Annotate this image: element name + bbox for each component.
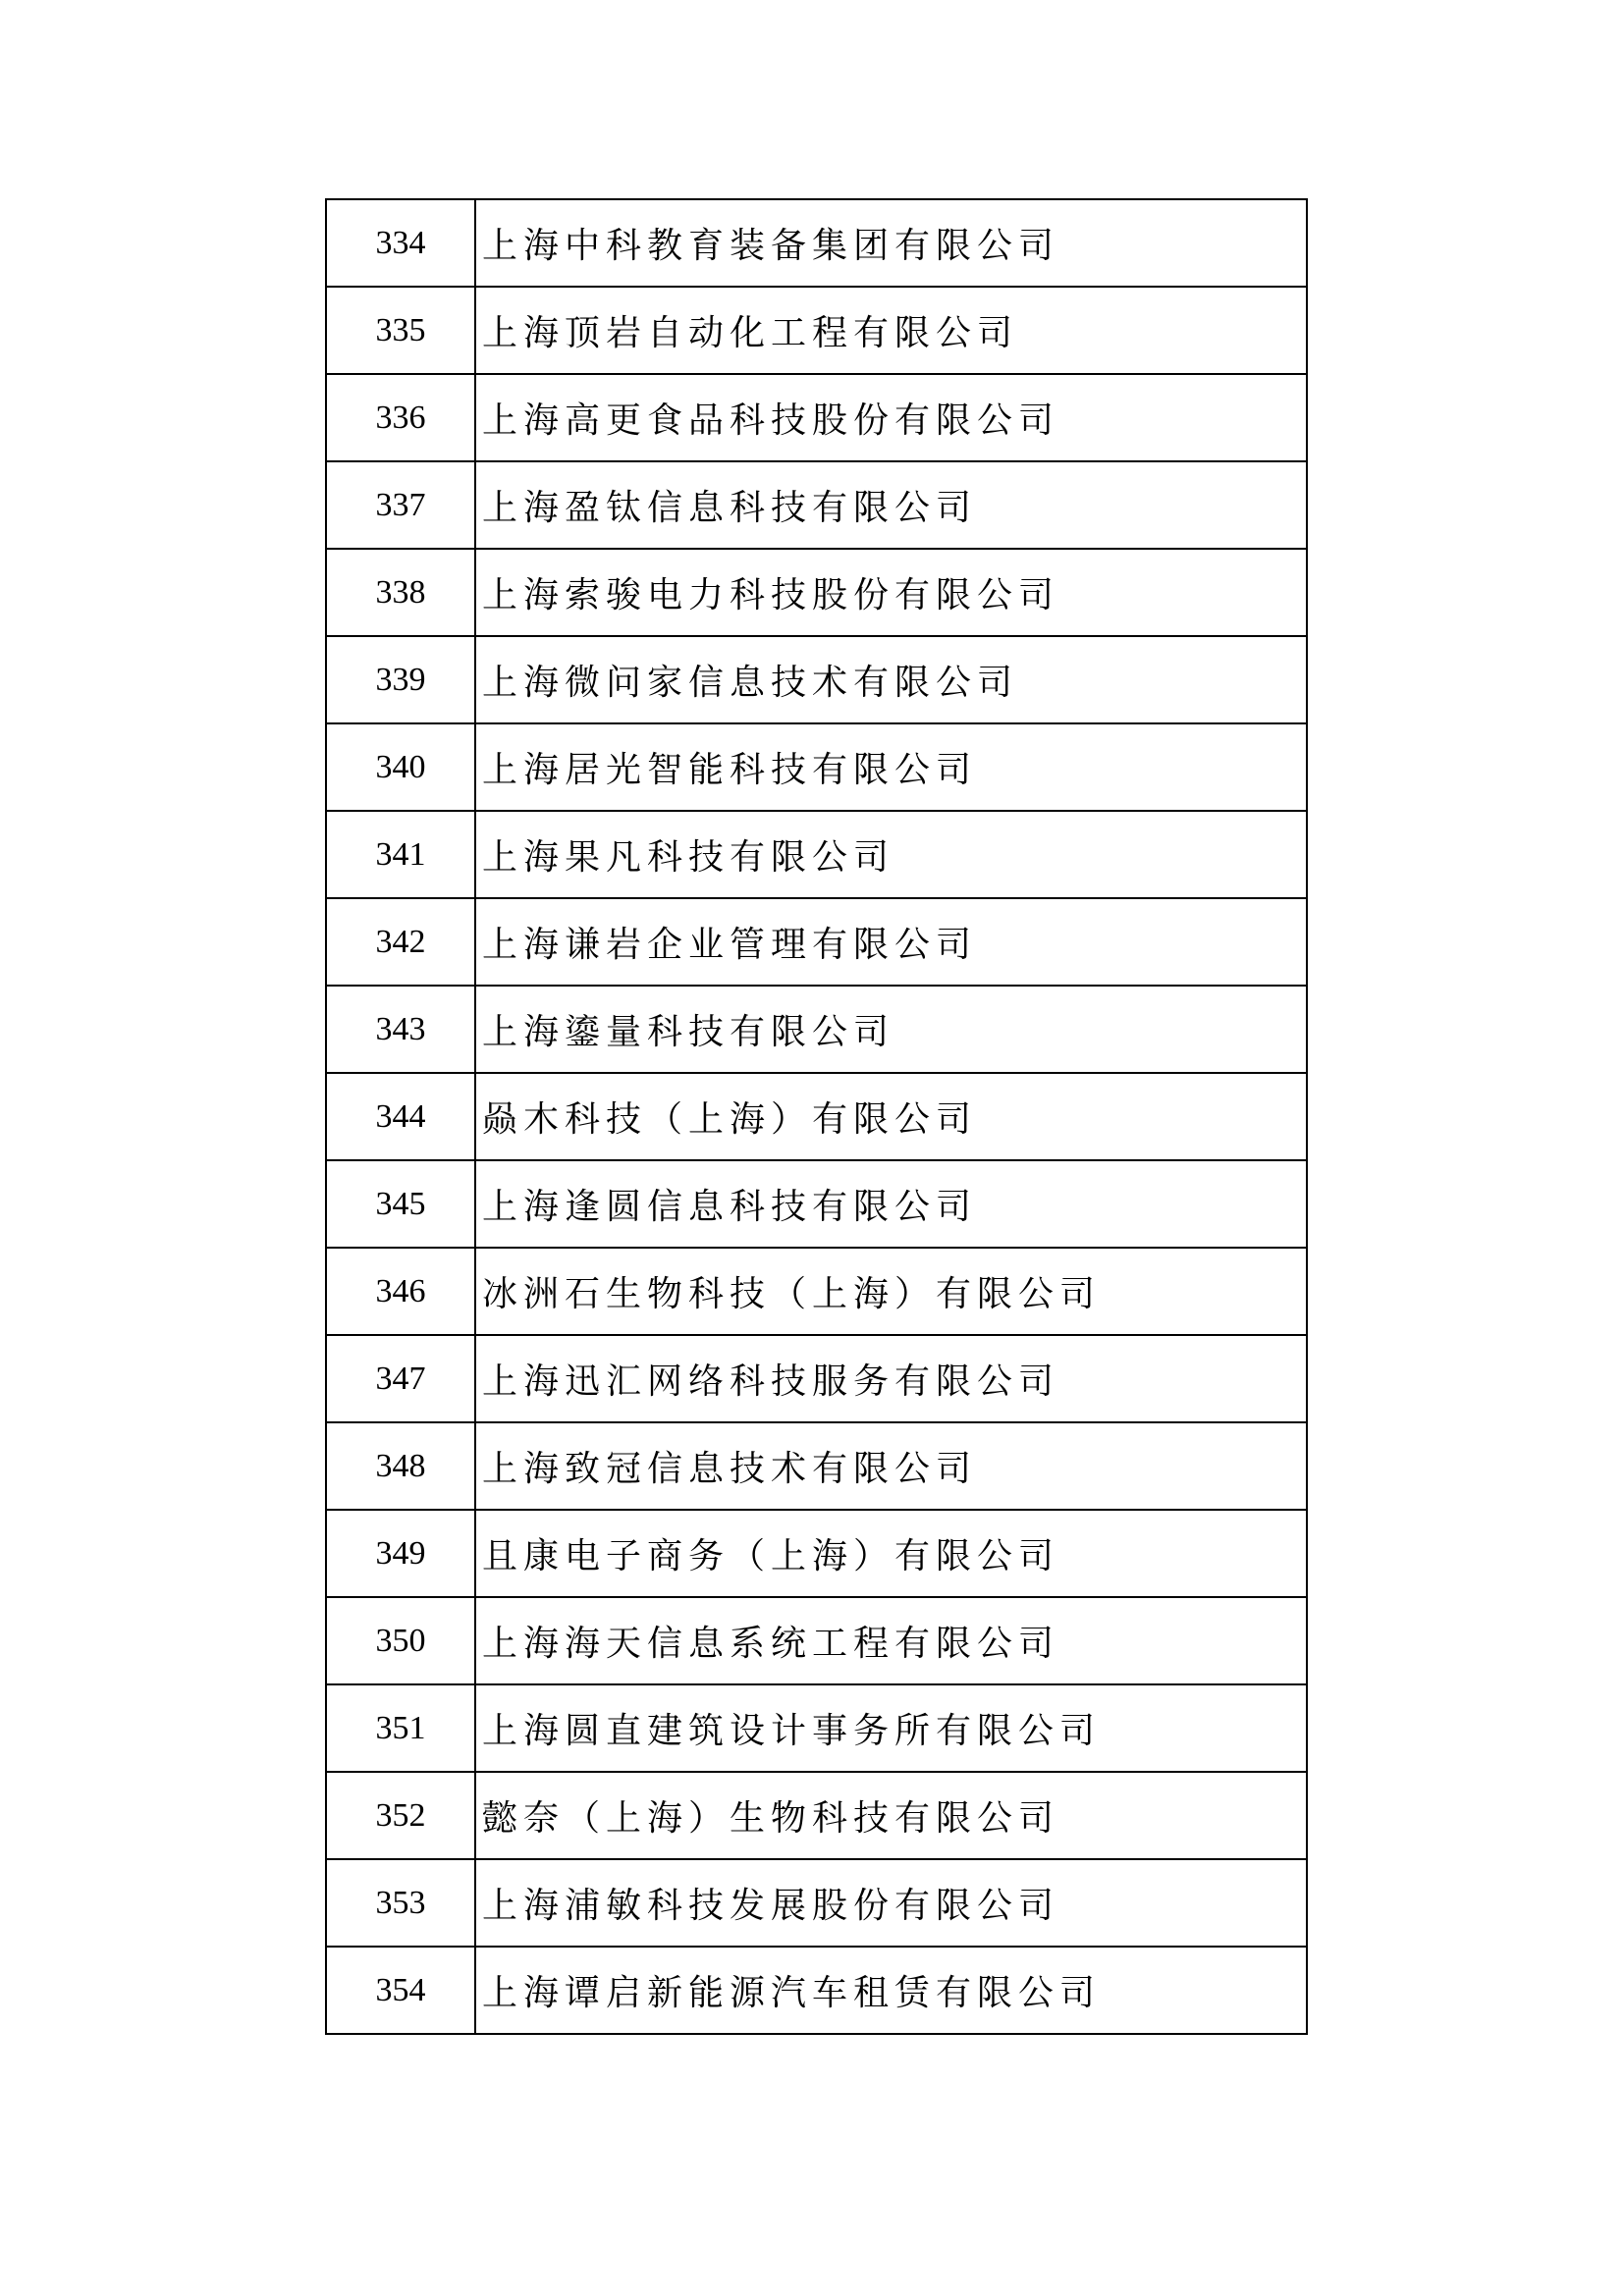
company-name: 上海果凡科技有限公司 [475, 811, 1307, 898]
table-row [326, 1772, 1307, 1859]
table-row [326, 636, 1307, 723]
table-row [326, 1160, 1307, 1248]
company-name: 上海微问家信息技术有限公司 [475, 636, 1307, 723]
table-row [326, 1510, 1307, 1597]
company-name: 上海高更食品科技股份有限公司 [475, 374, 1307, 461]
company-name: 上海致冠信息技术有限公司 [475, 1422, 1307, 1510]
row-number: 343 [326, 986, 475, 1073]
company-name: 上海浦敏科技发展股份有限公司 [475, 1859, 1307, 1947]
table-row [326, 1684, 1307, 1772]
company-name: 懿奈（上海）生物科技有限公司 [475, 1772, 1307, 1859]
company-list-table [325, 198, 1308, 2035]
table-row [326, 1073, 1307, 1160]
row-number: 353 [326, 1859, 475, 1947]
company-name: 赑木科技（上海）有限公司 [475, 1073, 1307, 1160]
row-number: 342 [326, 898, 475, 986]
row-number: 340 [326, 723, 475, 811]
table-row [326, 898, 1307, 986]
company-name: 上海圆直建筑设计事务所有限公司 [475, 1684, 1307, 1772]
row-number: 354 [326, 1947, 475, 2034]
row-number: 350 [326, 1597, 475, 1684]
row-number: 352 [326, 1772, 475, 1859]
row-number: 337 [326, 461, 475, 549]
row-number: 336 [326, 374, 475, 461]
row-number: 346 [326, 1248, 475, 1335]
table-row [326, 549, 1307, 636]
table-row [326, 1335, 1307, 1422]
company-name: 上海盈钛信息科技有限公司 [475, 461, 1307, 549]
row-number: 347 [326, 1335, 475, 1422]
table-row [326, 1422, 1307, 1510]
row-number: 349 [326, 1510, 475, 1597]
row-number: 348 [326, 1422, 475, 1510]
company-name: 上海索骏电力科技股份有限公司 [475, 549, 1307, 636]
company-name: 冰洲石生物科技（上海）有限公司 [475, 1248, 1307, 1335]
row-number: 341 [326, 811, 475, 898]
row-number: 334 [326, 199, 475, 287]
company-name: 上海迅汇网络科技服务有限公司 [475, 1335, 1307, 1422]
row-number: 338 [326, 549, 475, 636]
row-number: 345 [326, 1160, 475, 1248]
table-row [326, 287, 1307, 374]
table-row [326, 1248, 1307, 1335]
company-name: 上海中科教育装备集团有限公司 [475, 199, 1307, 287]
company-name: 上海鎏量科技有限公司 [475, 986, 1307, 1073]
table-row [326, 1597, 1307, 1684]
row-number: 339 [326, 636, 475, 723]
company-name: 上海顶岩自动化工程有限公司 [475, 287, 1307, 374]
table-row [326, 986, 1307, 1073]
company-name: 上海谭启新能源汽车租赁有限公司 [475, 1947, 1307, 2034]
company-name: 上海居光智能科技有限公司 [475, 723, 1307, 811]
row-number: 351 [326, 1684, 475, 1772]
company-name: 且康电子商务（上海）有限公司 [475, 1510, 1307, 1597]
row-number: 335 [326, 287, 475, 374]
table-row [326, 1947, 1307, 2034]
table-row [326, 1859, 1307, 1947]
company-name: 上海逢圆信息科技有限公司 [475, 1160, 1307, 1248]
company-name: 上海谦岩企业管理有限公司 [475, 898, 1307, 986]
table-row [326, 374, 1307, 461]
row-number: 344 [326, 1073, 475, 1160]
table-row [326, 811, 1307, 898]
table-row [326, 723, 1307, 811]
company-name: 上海海天信息系统工程有限公司 [475, 1597, 1307, 1684]
table-row [326, 199, 1307, 287]
table-row [326, 461, 1307, 549]
